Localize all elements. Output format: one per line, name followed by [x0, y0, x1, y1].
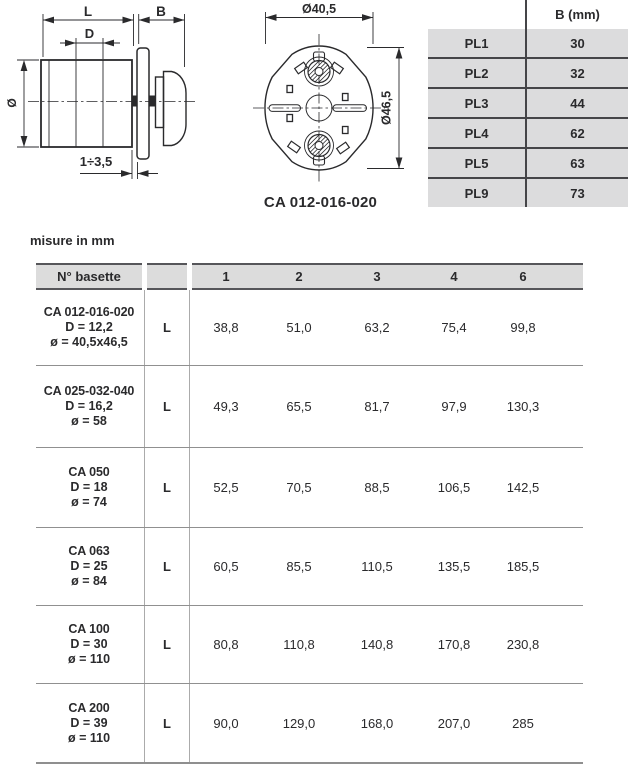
- dim-cell: L: [163, 715, 171, 731]
- value-cell: 60,5: [213, 559, 239, 574]
- dim-cell: L: [163, 399, 171, 414]
- column-header-1: 1: [192, 263, 260, 290]
- front-view-caption: CA 012-016-020: [263, 194, 378, 211]
- fixing-holes: [287, 86, 348, 134]
- value-cell: 142,5: [506, 480, 540, 495]
- value-cell: 88,5: [364, 480, 390, 495]
- pl-value: 44: [570, 95, 585, 111]
- value-cell: 170,8: [437, 637, 471, 652]
- filler-cell: [554, 606, 583, 683]
- dimension-D: [60, 38, 120, 59]
- label-diameter: Ø: [5, 98, 20, 108]
- value-cell: 129,0: [282, 715, 316, 731]
- basette-cell: [36, 366, 142, 447]
- value-cell: 65,5: [286, 399, 312, 414]
- units-note: misure in mm: [30, 233, 115, 248]
- value-cell: 135,5: [437, 559, 471, 574]
- value-cell: 110,8: [283, 637, 315, 652]
- label-B: B: [156, 4, 166, 19]
- pl-header-b-mm: B (mm): [555, 7, 600, 22]
- pl-b-table: [428, 0, 628, 207]
- value-cell: 285: [512, 715, 534, 731]
- basette-cell: [36, 528, 142, 605]
- table-row: [428, 147, 628, 177]
- value-cell: 207,0: [437, 715, 471, 731]
- series-name: CA 025-032-040: [43, 384, 135, 398]
- series-name: CA 100: [68, 622, 110, 636]
- shaft-blocks: [132, 96, 156, 107]
- pl-label: PL4: [428, 119, 527, 147]
- pl-label: PL5: [428, 149, 527, 177]
- column-header-2: 2: [260, 263, 338, 290]
- value-cell: 70,5: [286, 480, 312, 495]
- series-diameter: ø = 110: [67, 652, 111, 666]
- label-right-diameter: Ø46,5: [379, 90, 394, 126]
- table-row: [428, 29, 628, 57]
- pl-value: 30: [570, 35, 585, 51]
- series-d: D = 30: [70, 637, 108, 651]
- series-name: CA 050: [68, 465, 110, 479]
- value-cell: 168,0: [360, 715, 394, 731]
- dim-cell: L: [163, 480, 171, 495]
- column-header-filler: [554, 263, 583, 290]
- label-gap: 1÷3,5: [79, 154, 113, 169]
- side-view-drawing: [0, 0, 232, 230]
- series-d: D = 16,2: [65, 399, 113, 413]
- value-cell: 52,5: [213, 480, 239, 495]
- column-header-6: 6: [492, 263, 554, 290]
- table-row: [428, 117, 628, 147]
- value-cell: 38,8: [213, 320, 239, 335]
- filler-cell: [554, 684, 583, 762]
- value-cell: 130,3: [506, 399, 540, 414]
- table-header-row: [36, 263, 583, 290]
- series-name: CA 012-016-020: [43, 305, 135, 319]
- dimension-B: [139, 14, 185, 67]
- switch-body-outline: [41, 60, 132, 147]
- table-row: [36, 448, 583, 528]
- pl-label: PL1: [428, 29, 527, 57]
- table-row: [428, 177, 628, 207]
- dim-cell: L: [163, 559, 171, 574]
- table-row: [428, 57, 628, 87]
- pl-value: 73: [570, 185, 585, 201]
- pl-value: 62: [570, 125, 585, 141]
- value-cell: 80,8: [213, 637, 239, 652]
- table-row: [36, 606, 583, 684]
- series-diameter: ø = 74: [71, 495, 107, 509]
- table-row: [36, 684, 583, 764]
- value-cell: 230,8: [506, 637, 540, 652]
- value-cell: 97,9: [441, 399, 467, 414]
- dim-cell: L: [163, 320, 171, 335]
- table-row: [36, 528, 583, 606]
- basette-cell: [36, 290, 142, 365]
- filler-cell: [554, 290, 583, 365]
- basette-cell: [36, 606, 142, 683]
- label-D: D: [84, 26, 95, 41]
- column-header-dim: [147, 263, 187, 290]
- pl-label: PL3: [428, 89, 527, 117]
- dimension-diameter: [17, 60, 39, 147]
- value-cell: 110,5: [361, 559, 393, 574]
- filler-cell: [554, 528, 583, 605]
- dim-cell: L: [163, 637, 171, 652]
- series-diameter: ø = 110: [67, 730, 111, 745]
- value-cell: 81,7: [364, 399, 390, 414]
- value-cell: 99,8: [510, 320, 536, 335]
- table-row: [428, 87, 628, 117]
- value-cell: 106,5: [437, 480, 471, 495]
- series-name: CA 200: [68, 700, 110, 715]
- dimensions-table: [36, 263, 583, 764]
- centerlines: [253, 34, 385, 183]
- filler-cell: [554, 366, 583, 447]
- series-diameter: ø = 58: [71, 414, 107, 428]
- front-view-drawing: [235, 0, 430, 225]
- value-cell: 90,0: [213, 715, 239, 731]
- column-header-basette: N° basette: [36, 263, 142, 290]
- pl-label: PL9: [428, 179, 527, 207]
- filler-cell: [554, 448, 583, 527]
- label-top-diameter: Ø40,5: [301, 2, 337, 16]
- pl-label: PL2: [428, 59, 527, 87]
- series-name: CA 063: [68, 544, 110, 558]
- series-d: D = 12,2: [65, 320, 113, 334]
- series-diameter: ø = 84: [71, 574, 107, 588]
- label-L: L: [83, 4, 93, 19]
- table-row: [36, 366, 583, 448]
- mounting-plate-outline: [137, 48, 149, 159]
- knob-outline: [156, 72, 187, 146]
- value-cell: 140,8: [360, 637, 394, 652]
- column-header-3: 3: [338, 263, 416, 290]
- value-cell: 51,0: [286, 320, 312, 335]
- series-d: D = 39: [70, 715, 108, 730]
- pl-table-header: [428, 0, 628, 29]
- basette-cell: [36, 448, 142, 527]
- value-cell: 63,2: [364, 320, 390, 335]
- value-cell: 185,5: [506, 559, 540, 574]
- series-diameter: ø = 40,5x46,5: [50, 335, 128, 349]
- table-row: [36, 290, 583, 366]
- basette-cell: [36, 684, 142, 762]
- value-cell: 85,5: [286, 559, 312, 574]
- column-header-4: 4: [416, 263, 492, 290]
- value-cell: 75,4: [441, 320, 467, 335]
- value-cell: 49,3: [213, 399, 239, 414]
- pl-value: 63: [570, 155, 585, 171]
- pl-value: 32: [570, 65, 585, 81]
- pl-header-empty-cell: [428, 0, 527, 29]
- series-d: D = 25: [70, 559, 108, 573]
- series-d: D = 18: [70, 480, 108, 494]
